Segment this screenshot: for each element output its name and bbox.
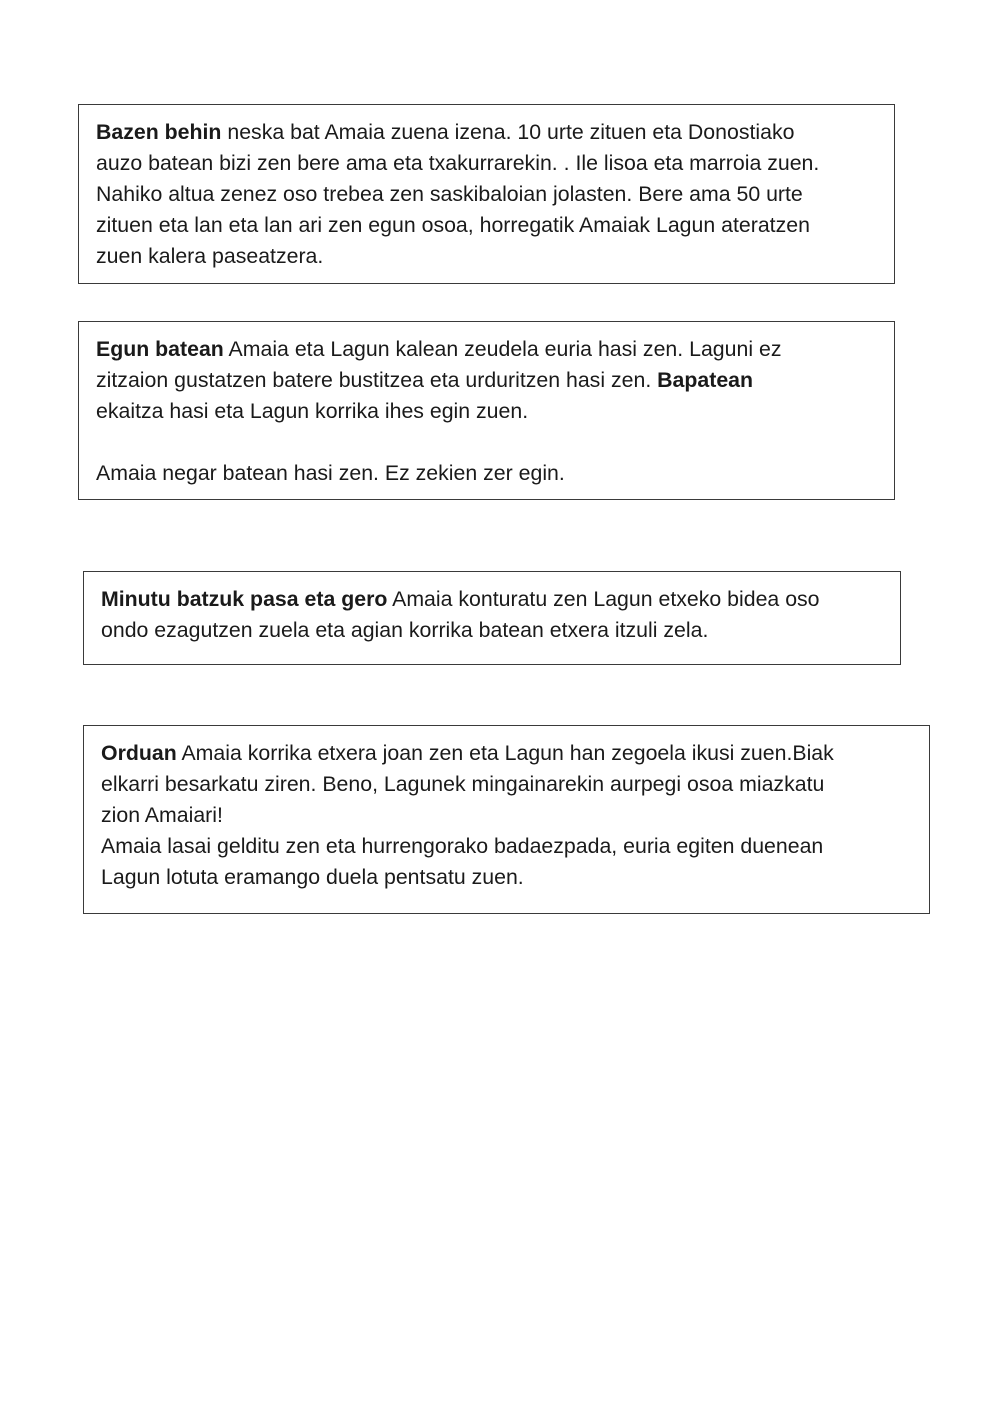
story-line: Amaia negar batean hasi zen. Ez zekien zer egin.	[96, 461, 565, 485]
story-line: auzo batean bizi zen bere ama eta txakurrarekin. . Ile lisoa eta marroia zuen.	[96, 151, 820, 175]
lead-phrase: Egun batean	[96, 337, 224, 361]
story-line: Lagun lotuta eramango duela pentsatu zuen.	[101, 865, 524, 889]
story-box-2	[78, 321, 895, 500]
story-line: Bazen behin neska bat Amaia zuena izena. 10 urte zituen eta Donostiako	[96, 120, 795, 144]
story-box-3	[83, 571, 901, 665]
story-line: elkarri besarkatu ziren. Beno, Lagunek mingainarekin aurpegi osoa miazkatu	[101, 772, 825, 796]
story-line: Nahiko altua zenez oso trebea zen saskibaloian jolasten. Bere ama 50 urte	[96, 182, 803, 206]
story-line: Amaia lasai gelditu zen eta hurrengorako badaezpada, euria egiten duenean	[101, 834, 824, 858]
story-box-4	[83, 725, 930, 914]
story-line: ondo ezagutzen zuela eta agian korrika batean etxera itzuli zela.	[101, 618, 709, 642]
story-line: Orduan Amaia korrika etxera joan zen eta Lagun han zegoela ikusi zuen.Biak	[101, 741, 834, 765]
story-line: zion Amaiari!	[101, 803, 223, 827]
lead-phrase: Minutu batzuk pasa eta gero	[101, 587, 388, 611]
lead-phrase: Orduan	[101, 741, 177, 765]
bold-word: Bapatean	[657, 368, 754, 392]
story-line: zituen eta lan eta lan ari zen egun osoa, horregatik Amaiak Lagun ateratzen	[96, 213, 810, 237]
lead-phrase: Bazen behin	[96, 120, 222, 144]
story-line: Egun batean Amaia eta Lagun kalean zeudela euria hasi zen. Laguni ez	[96, 337, 782, 361]
story-line: zitzaion gustatzen batere bustitzea eta urduritzen hasi zen. Bapatean	[96, 368, 754, 392]
story-line: zuen kalera paseatzera.	[96, 244, 324, 268]
blank-line	[96, 427, 894, 458]
story-box-1	[78, 104, 895, 284]
story-line: Minutu batzuk pasa eta gero Amaia konturatu zen Lagun etxeko bidea oso	[101, 587, 820, 611]
story-line: ekaitza hasi eta Lagun korrika ihes egin zuen.	[96, 399, 529, 423]
